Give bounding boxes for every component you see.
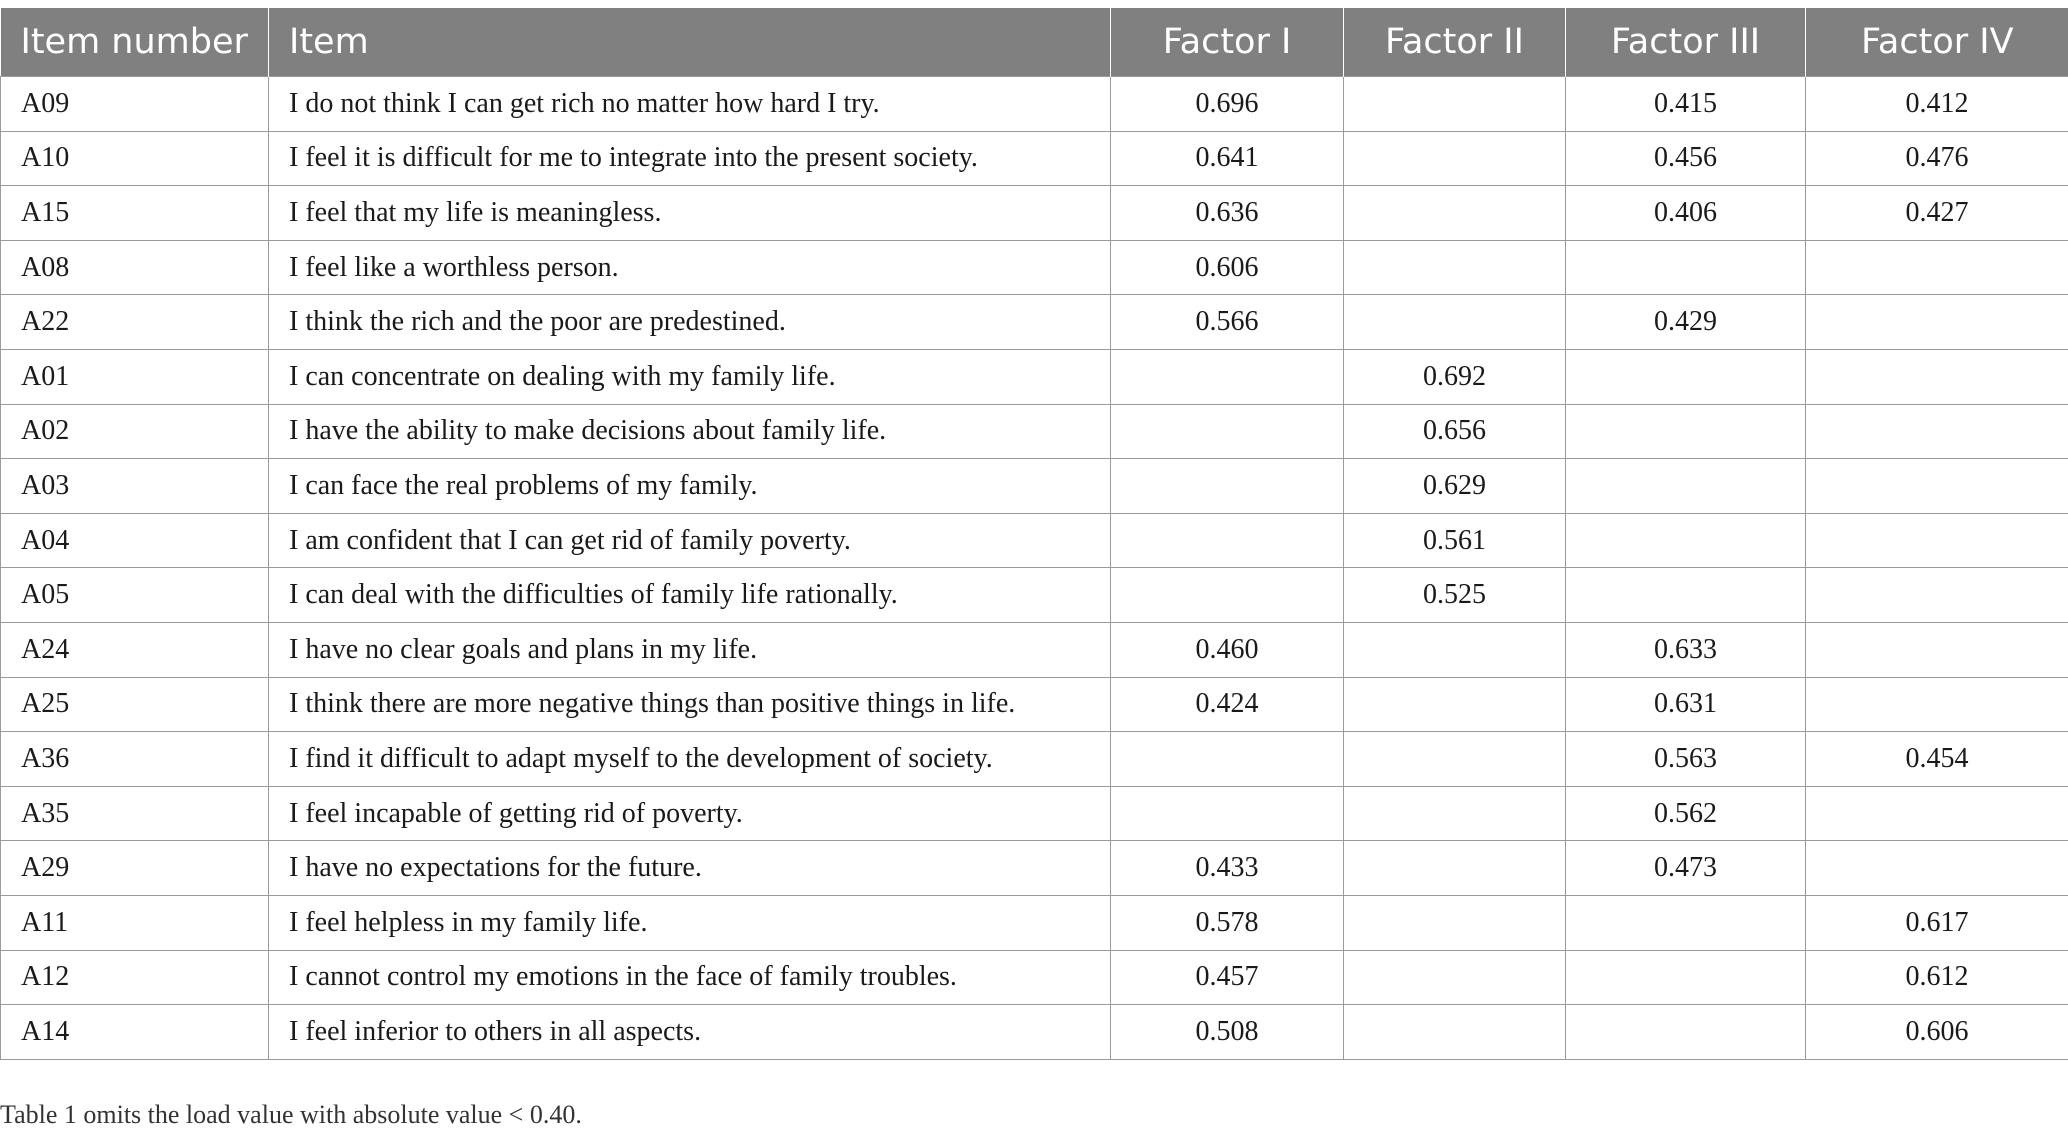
factor-ii-cell [1344, 77, 1566, 132]
factor-loading-table [0, 8, 2068, 1060]
item-number-cell: A01 [1, 349, 269, 404]
factor-iii-cell: 0.473 [1566, 841, 1806, 896]
factor-iii-cell [1566, 459, 1806, 514]
header-item: Item [269, 8, 1111, 77]
item-number-cell: A04 [1, 513, 269, 568]
table-row [1, 77, 2068, 132]
table-body [1, 77, 2068, 1060]
item-number-cell: A25 [1, 677, 269, 732]
factor-iii-cell [1566, 349, 1806, 404]
table-row [1, 786, 2068, 841]
table-row [1, 404, 2068, 459]
factor-ii-cell [1344, 1005, 1566, 1060]
factor-iv-cell: 0.454 [1806, 732, 2068, 787]
header-factor-i: Factor I [1111, 8, 1344, 77]
table-row [1, 295, 2068, 350]
table-footnote: Table 1 omits the load value with absolute value < 0.40. [0, 1100, 582, 1129]
item-number-cell: A14 [1, 1005, 269, 1060]
table-row [1, 895, 2068, 950]
item-text-cell: I feel like a worthless person. [269, 240, 1111, 295]
item-text-cell: I have the ability to make decisions about family life. [269, 404, 1111, 459]
table-row [1, 349, 2068, 404]
table-row [1, 950, 2068, 1005]
table-row [1, 513, 2068, 568]
factor-ii-cell [1344, 240, 1566, 295]
factor-i-cell [1111, 459, 1344, 514]
item-number-cell: A22 [1, 295, 269, 350]
header-row [1, 8, 2068, 77]
factor-iii-cell [1566, 950, 1806, 1005]
table-row [1, 131, 2068, 186]
factor-iii-cell: 0.633 [1566, 622, 1806, 677]
item-text-cell: I find it difficult to adapt myself to the development of society. [269, 732, 1111, 787]
item-text-cell: I feel incapable of getting rid of poverty. [269, 786, 1111, 841]
item-number-cell: A24 [1, 622, 269, 677]
item-number-cell: A09 [1, 77, 269, 132]
factor-iv-cell [1806, 459, 2068, 514]
factor-ii-cell: 0.692 [1344, 349, 1566, 404]
factor-ii-cell [1344, 295, 1566, 350]
factor-iii-cell [1566, 240, 1806, 295]
factor-i-cell: 0.424 [1111, 677, 1344, 732]
factor-ii-cell: 0.561 [1344, 513, 1566, 568]
item-text-cell: I feel helpless in my family life. [269, 895, 1111, 950]
factor-iv-cell [1806, 240, 2068, 295]
item-number-cell: A08 [1, 240, 269, 295]
table-row [1, 1005, 2068, 1060]
item-text-cell: I feel that my life is meaningless. [269, 186, 1111, 241]
factor-iv-cell [1806, 786, 2068, 841]
factor-i-cell: 0.433 [1111, 841, 1344, 896]
factor-iii-cell [1566, 1005, 1806, 1060]
item-text-cell: I have no expectations for the future. [269, 841, 1111, 896]
factor-ii-cell [1344, 841, 1566, 896]
table-header [1, 8, 2068, 77]
factor-iii-cell: 0.456 [1566, 131, 1806, 186]
item-text-cell: I think the rich and the poor are predestined. [269, 295, 1111, 350]
item-number-cell: A05 [1, 568, 269, 623]
factor-iv-cell: 0.617 [1806, 895, 2068, 950]
factor-i-cell [1111, 404, 1344, 459]
factor-i-cell: 0.578 [1111, 895, 1344, 950]
factor-i-cell: 0.460 [1111, 622, 1344, 677]
item-number-cell: A03 [1, 459, 269, 514]
factor-iv-cell [1806, 677, 2068, 732]
factor-iii-cell: 0.563 [1566, 732, 1806, 787]
factor-loading-table-container [0, 8, 2068, 1060]
item-number-cell: A29 [1, 841, 269, 896]
table-row [1, 568, 2068, 623]
factor-ii-cell: 0.629 [1344, 459, 1566, 514]
item-number-cell: A12 [1, 950, 269, 1005]
factor-i-cell: 0.566 [1111, 295, 1344, 350]
factor-i-cell [1111, 786, 1344, 841]
item-number-cell: A36 [1, 732, 269, 787]
factor-iii-cell: 0.429 [1566, 295, 1806, 350]
factor-i-cell [1111, 732, 1344, 787]
item-number-cell: A02 [1, 404, 269, 459]
item-number-cell: A10 [1, 131, 269, 186]
factor-iii-cell: 0.562 [1566, 786, 1806, 841]
factor-iv-cell [1806, 349, 2068, 404]
factor-iv-cell: 0.412 [1806, 77, 2068, 132]
factor-ii-cell: 0.656 [1344, 404, 1566, 459]
factor-iii-cell: 0.406 [1566, 186, 1806, 241]
header-factor-ii: Factor II [1344, 8, 1566, 77]
factor-i-cell: 0.508 [1111, 1005, 1344, 1060]
header-item-number: Item number [1, 8, 269, 77]
table-row [1, 622, 2068, 677]
header-factor-iii: Factor III [1566, 8, 1806, 77]
factor-ii-cell [1344, 186, 1566, 241]
factor-i-cell [1111, 568, 1344, 623]
table-row [1, 240, 2068, 295]
table-row [1, 186, 2068, 241]
factor-iv-cell [1806, 622, 2068, 677]
item-number-cell: A11 [1, 895, 269, 950]
factor-iv-cell: 0.476 [1806, 131, 2068, 186]
factor-i-cell: 0.636 [1111, 186, 1344, 241]
item-number-cell: A15 [1, 186, 269, 241]
factor-ii-cell [1344, 895, 1566, 950]
factor-ii-cell: 0.525 [1344, 568, 1566, 623]
factor-i-cell [1111, 513, 1344, 568]
factor-iii-cell [1566, 895, 1806, 950]
factor-iv-cell: 0.612 [1806, 950, 2068, 1005]
factor-i-cell [1111, 349, 1344, 404]
item-text-cell: I have no clear goals and plans in my life. [269, 622, 1111, 677]
item-text-cell: I cannot control my emotions in the face of family troubles. [269, 950, 1111, 1005]
item-text-cell: I do not think I can get rich no matter how hard I try. [269, 77, 1111, 132]
factor-iii-cell [1566, 568, 1806, 623]
factor-iv-cell [1806, 295, 2068, 350]
factor-i-cell: 0.606 [1111, 240, 1344, 295]
factor-i-cell: 0.696 [1111, 77, 1344, 132]
table-row [1, 841, 2068, 896]
item-text-cell: I can deal with the difficulties of family life rationally. [269, 568, 1111, 623]
item-number-cell: A35 [1, 786, 269, 841]
item-text-cell: I can concentrate on dealing with my family life. [269, 349, 1111, 404]
factor-iv-cell [1806, 404, 2068, 459]
item-text-cell: I feel inferior to others in all aspects. [269, 1005, 1111, 1060]
item-text-cell: I am confident that I can get rid of family poverty. [269, 513, 1111, 568]
factor-iv-cell [1806, 513, 2068, 568]
item-text-cell: I think there are more negative things than positive things in life. [269, 677, 1111, 732]
factor-ii-cell [1344, 786, 1566, 841]
factor-iv-cell [1806, 568, 2068, 623]
table-row [1, 677, 2068, 732]
factor-iii-cell [1566, 404, 1806, 459]
item-text-cell: I feel it is difficult for me to integrate into the present society. [269, 131, 1111, 186]
item-text-cell: I can face the real problems of my family. [269, 459, 1111, 514]
factor-ii-cell [1344, 950, 1566, 1005]
factor-ii-cell [1344, 622, 1566, 677]
factor-iv-cell: 0.606 [1806, 1005, 2068, 1060]
factor-ii-cell [1344, 677, 1566, 732]
factor-i-cell: 0.641 [1111, 131, 1344, 186]
factor-iv-cell [1806, 841, 2068, 896]
table-row [1, 732, 2068, 787]
factor-ii-cell [1344, 732, 1566, 787]
factor-iii-cell [1566, 513, 1806, 568]
factor-i-cell: 0.457 [1111, 950, 1344, 1005]
factor-iii-cell: 0.631 [1566, 677, 1806, 732]
factor-iii-cell: 0.415 [1566, 77, 1806, 132]
header-factor-iv: Factor IV [1806, 8, 2068, 77]
table-row [1, 459, 2068, 514]
factor-iv-cell: 0.427 [1806, 186, 2068, 241]
factor-ii-cell [1344, 131, 1566, 186]
